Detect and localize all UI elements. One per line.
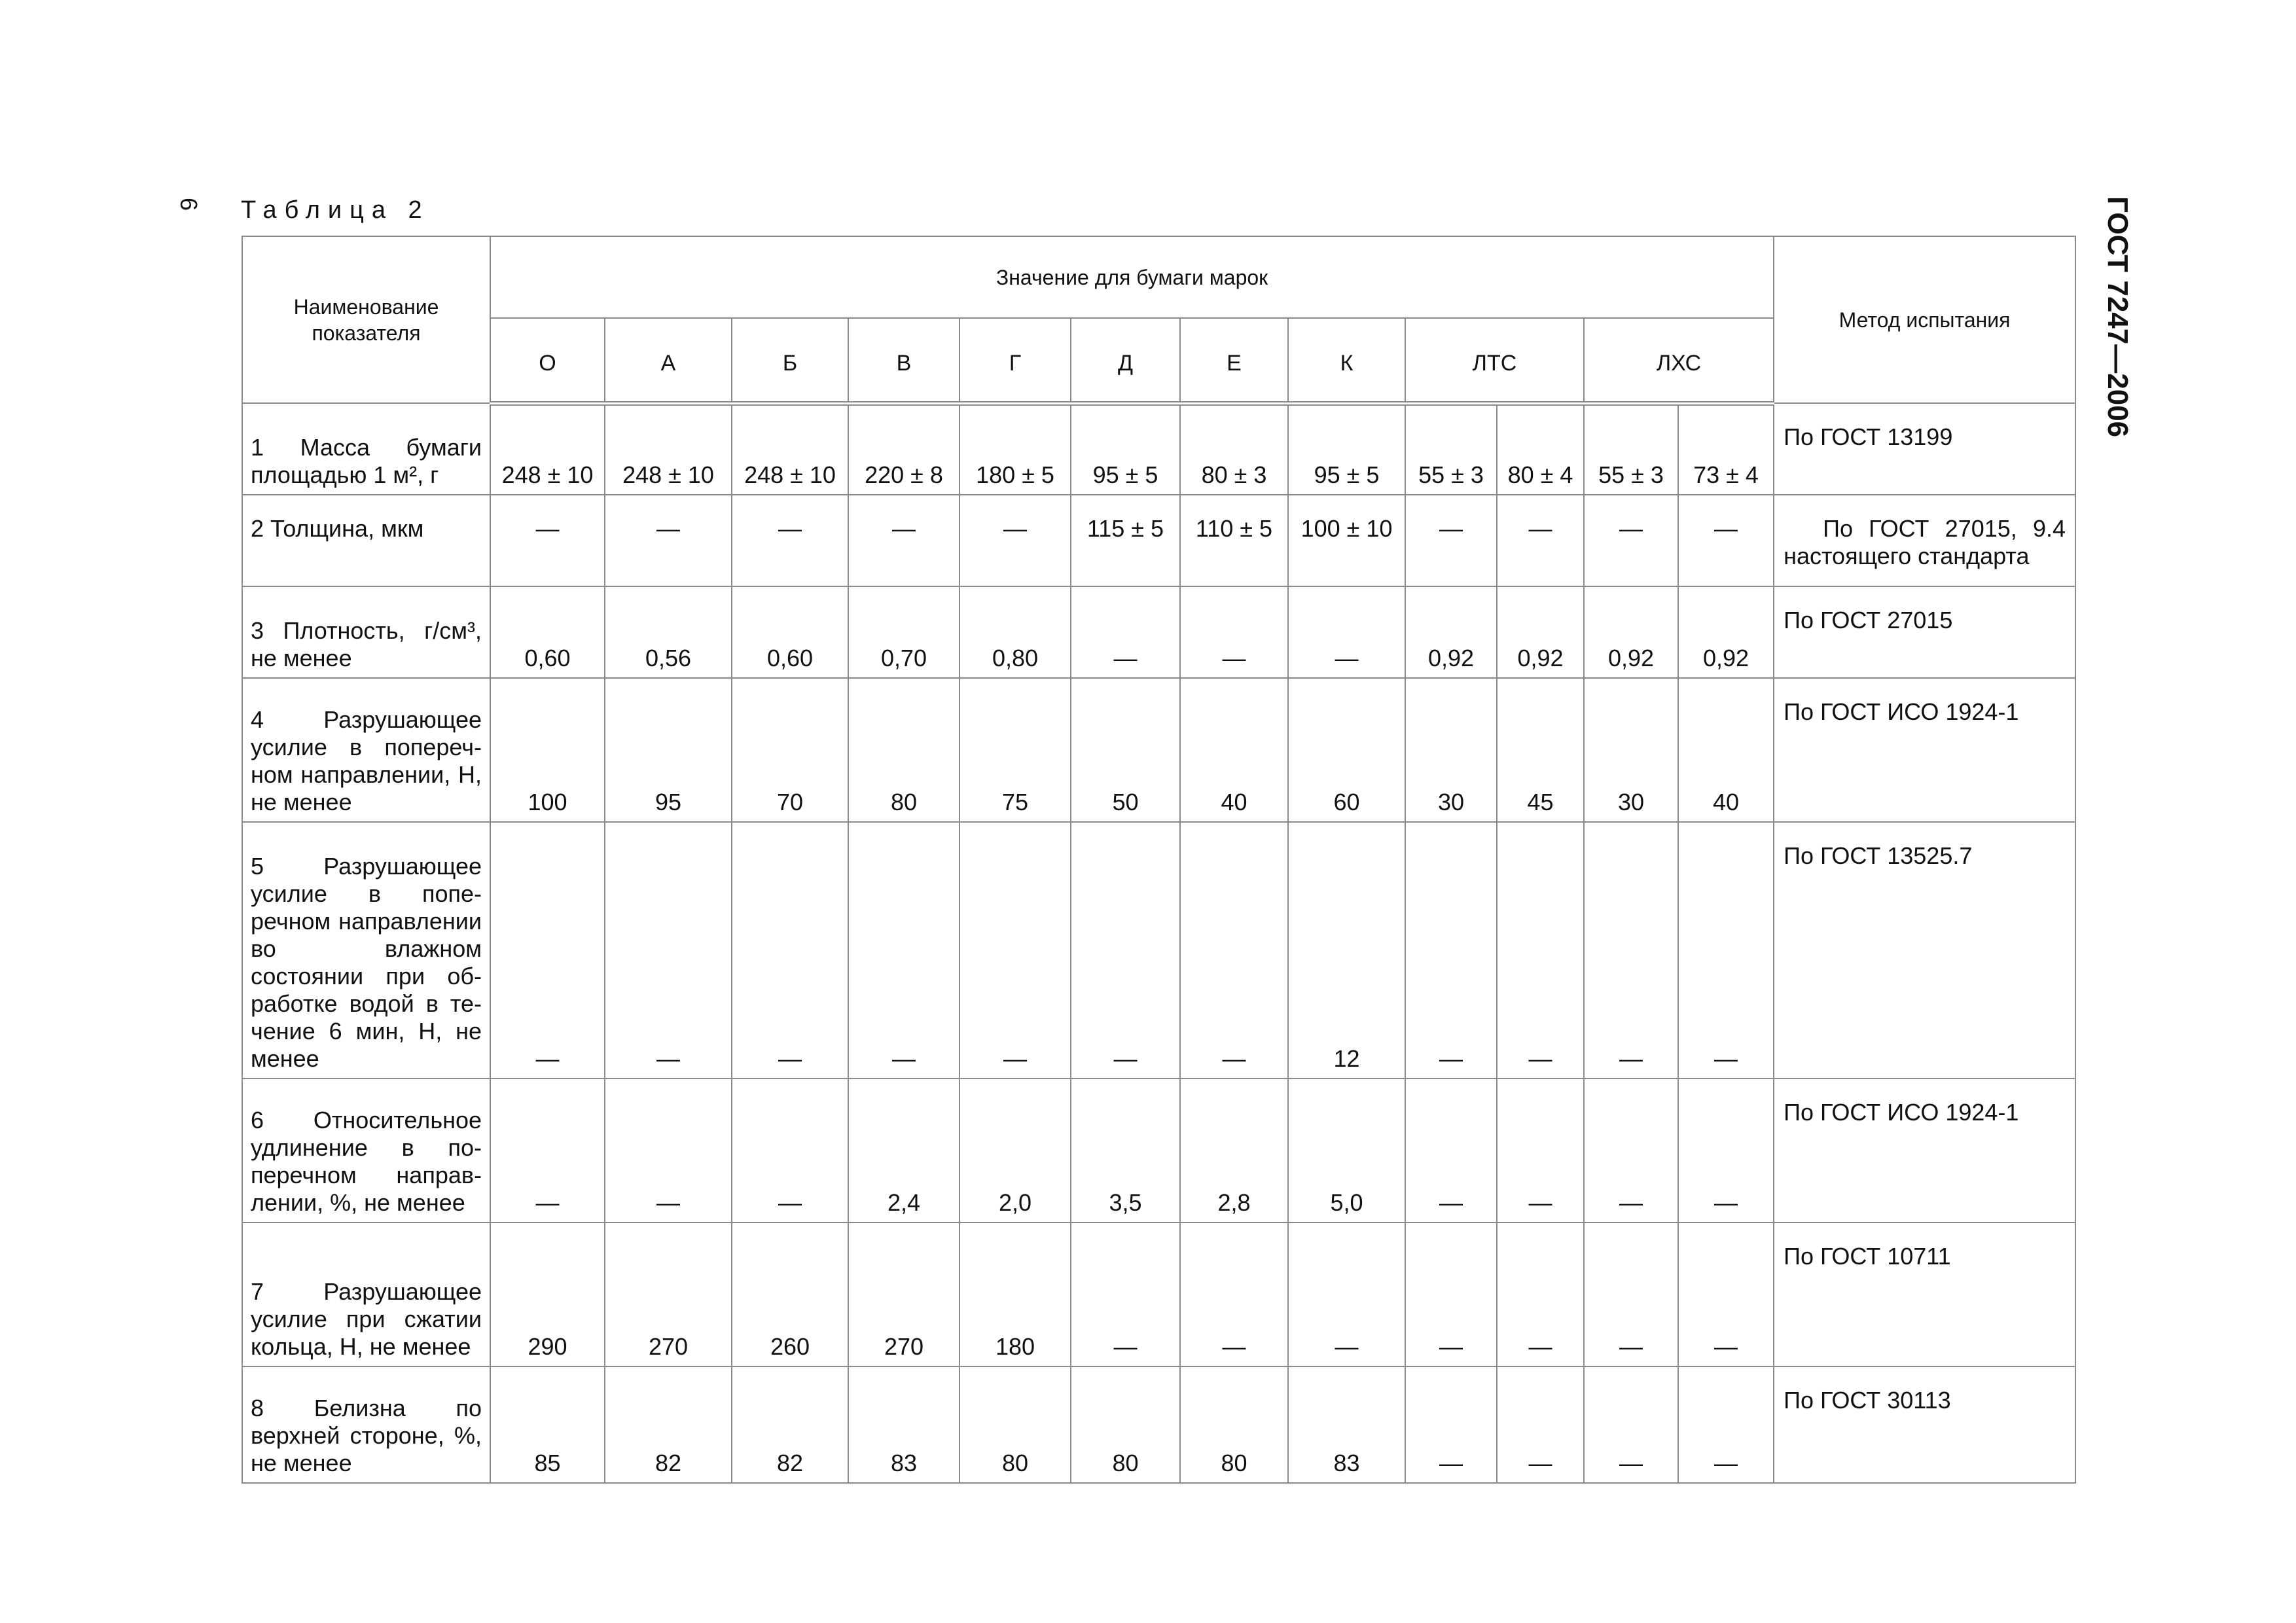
value-cell: — xyxy=(1180,822,1288,1079)
table-row xyxy=(242,495,2075,586)
table-row xyxy=(242,403,2075,495)
row-name: 5 Разрушающее усилие в поперечном направлении во влажном состоянии при обработке водой в течение 6 мин, Н, не менее xyxy=(242,822,490,1079)
value-cell: — xyxy=(490,1079,605,1222)
grade-header: К xyxy=(1288,318,1405,403)
value-cell: 270 xyxy=(848,1222,960,1366)
value-cell: 82 xyxy=(605,1366,732,1483)
value-cell: 70 xyxy=(732,678,848,822)
table-row xyxy=(242,1366,2075,1483)
value-cell: 80 ± 4 xyxy=(1497,403,1584,495)
value-cell: 73 ± 4 xyxy=(1678,403,1774,495)
value-cell: — xyxy=(605,822,732,1079)
value-cell: 0,56 xyxy=(605,586,732,678)
header-name: Наименование показателя xyxy=(242,236,490,403)
value-cell: 220 ± 8 xyxy=(848,403,960,495)
table-row xyxy=(242,586,2075,678)
row-name: 4 Разрушающее усилие в поперечном направлении, Н, не менее xyxy=(242,678,490,822)
value-cell: — xyxy=(960,822,1071,1079)
method-cell: По ГОСТ 13525.7 xyxy=(1774,822,2075,1079)
value-cell: 2,4 xyxy=(848,1079,960,1222)
value-cell: — xyxy=(1405,1079,1497,1222)
value-cell: — xyxy=(1180,586,1288,678)
grade-header: А xyxy=(605,318,732,403)
value-cell: 0,70 xyxy=(848,586,960,678)
row-name: 7 Разрушающее усилие при сжатии кольца, Н, не менее xyxy=(242,1222,490,1366)
value-cell: — xyxy=(732,822,848,1079)
value-cell: 110 ± 5 xyxy=(1180,495,1288,586)
row-name: 6 Относительное удлинение в поперечном направлении, %, не менее xyxy=(242,1079,490,1222)
table-row xyxy=(242,1222,2075,1366)
value-cell: 0,80 xyxy=(960,586,1071,678)
document-code: ГОСТ 7247—2006 xyxy=(2102,196,2134,438)
page-number: 6 xyxy=(175,197,202,211)
header-values-group: Значение для бумаги марок xyxy=(490,236,1774,318)
value-cell: — xyxy=(732,1079,848,1222)
grade-header: Г xyxy=(960,318,1071,403)
table-row xyxy=(242,678,2075,822)
value-cell: — xyxy=(1497,495,1584,586)
grade-header: ЛХС xyxy=(1584,318,1774,403)
method-cell xyxy=(1774,495,2075,586)
method-cell: По ГОСТ 10711 xyxy=(1774,1222,2075,1366)
table-caption: Таблица 2 xyxy=(241,196,430,224)
value-cell: 80 ± 3 xyxy=(1180,403,1288,495)
value-cell: 83 xyxy=(848,1366,960,1483)
value-cell: — xyxy=(1405,822,1497,1079)
value-cell: 260 xyxy=(732,1222,848,1366)
value-cell: 0,92 xyxy=(1405,586,1497,678)
row-name: 3 Плотность, г/см³, не менее xyxy=(242,586,490,678)
value-cell: 100 ± 10 xyxy=(1288,495,1405,586)
method-cell: По ГОСТ 27015 xyxy=(1774,586,2075,678)
grade-header: О xyxy=(490,318,605,403)
value-cell: 3,5 xyxy=(1071,1079,1180,1222)
value-cell: — xyxy=(1584,495,1678,586)
grade-header: Б xyxy=(732,318,848,403)
value-cell: — xyxy=(1584,1366,1678,1483)
value-cell: — xyxy=(1678,495,1774,586)
value-cell: — xyxy=(1497,1079,1584,1222)
method-cell: По ГОСТ ИСО 1924-1 xyxy=(1774,1079,2075,1222)
value-cell: — xyxy=(1180,1222,1288,1366)
table-row xyxy=(242,1079,2075,1222)
method-cell: По ГОСТ 30113 xyxy=(1774,1366,2075,1483)
value-cell: — xyxy=(1678,1079,1774,1222)
value-cell: 60 xyxy=(1288,678,1405,822)
value-cell: — xyxy=(1584,1222,1678,1366)
value-cell: 12 xyxy=(1288,822,1405,1079)
value-cell: — xyxy=(1678,1366,1774,1483)
value-cell: — xyxy=(1405,495,1497,586)
value-cell: 30 xyxy=(1584,678,1678,822)
method-line: настоящего стандарта xyxy=(1784,543,2030,569)
value-cell: 50 xyxy=(1071,678,1180,822)
method-cell: По ГОСТ ИСО 1924-1 xyxy=(1774,678,2075,822)
grade-header: В xyxy=(848,318,960,403)
value-cell: 95 ± 5 xyxy=(1071,403,1180,495)
value-cell: — xyxy=(1071,586,1180,678)
value-cell: — xyxy=(848,822,960,1079)
value-cell: 0,92 xyxy=(1678,586,1774,678)
value-cell: 30 xyxy=(1405,678,1497,822)
value-cell: — xyxy=(1497,822,1584,1079)
grade-header: Д xyxy=(1071,318,1180,403)
value-cell: 180 xyxy=(960,1222,1071,1366)
row-name: 8 Белизна по верхней стороне, %, не менее xyxy=(242,1366,490,1483)
value-cell: 248 ± 10 xyxy=(490,403,605,495)
value-cell: — xyxy=(605,1079,732,1222)
grade-header: Е xyxy=(1180,318,1288,403)
value-cell: 95 xyxy=(605,678,732,822)
value-cell: — xyxy=(848,495,960,586)
value-cell: 80 xyxy=(1071,1366,1180,1483)
value-cell: 55 ± 3 xyxy=(1405,403,1497,495)
row-name: 1 Масса бумаги площадью 1 м², г xyxy=(242,403,490,495)
value-cell: 0,60 xyxy=(732,586,848,678)
value-cell: — xyxy=(1584,822,1678,1079)
value-cell: — xyxy=(1288,1222,1405,1366)
value-cell: 95 ± 5 xyxy=(1288,403,1405,495)
value-cell: — xyxy=(1405,1366,1497,1483)
value-cell: 82 xyxy=(732,1366,848,1483)
value-cell: — xyxy=(1071,822,1180,1079)
value-cell: 80 xyxy=(960,1366,1071,1483)
value-cell: — xyxy=(1288,586,1405,678)
method-line: По ГОСТ 27015, 9.4 xyxy=(1823,515,2066,542)
value-cell: 2,0 xyxy=(960,1079,1071,1222)
value-cell: 0,92 xyxy=(1584,586,1678,678)
value-cell: 115 ± 5 xyxy=(1071,495,1180,586)
properties-table xyxy=(242,236,2076,1484)
value-cell: — xyxy=(490,495,605,586)
value-cell: 0,60 xyxy=(490,586,605,678)
header-method: Метод испытания xyxy=(1774,236,2075,403)
value-cell: 248 ± 10 xyxy=(605,403,732,495)
value-cell: 0,92 xyxy=(1497,586,1584,678)
value-cell: — xyxy=(605,495,732,586)
value-cell: — xyxy=(732,495,848,586)
value-cell: 180 ± 5 xyxy=(960,403,1071,495)
value-cell: — xyxy=(1071,1222,1180,1366)
value-cell: — xyxy=(1497,1222,1584,1366)
value-cell: 83 xyxy=(1288,1366,1405,1483)
method-cell: По ГОСТ 13199 xyxy=(1774,403,2075,495)
grade-header: ЛТС xyxy=(1405,318,1584,403)
table-row xyxy=(242,822,2075,1079)
value-cell: 45 xyxy=(1497,678,1584,822)
value-cell: 100 xyxy=(490,678,605,822)
value-cell: — xyxy=(1497,1366,1584,1483)
value-cell: — xyxy=(490,822,605,1079)
value-cell: 75 xyxy=(960,678,1071,822)
value-cell: 248 ± 10 xyxy=(732,403,848,495)
value-cell: — xyxy=(1405,1222,1497,1366)
value-cell: 55 ± 3 xyxy=(1584,403,1678,495)
value-cell: 2,8 xyxy=(1180,1079,1288,1222)
value-cell: — xyxy=(1584,1079,1678,1222)
value-cell: 85 xyxy=(490,1366,605,1483)
value-cell: 80 xyxy=(848,678,960,822)
value-cell: 40 xyxy=(1678,678,1774,822)
value-cell: 5,0 xyxy=(1288,1079,1405,1222)
value-cell: — xyxy=(1678,1222,1774,1366)
value-cell: 80 xyxy=(1180,1366,1288,1483)
value-cell: 270 xyxy=(605,1222,732,1366)
row-name: 2 Толщина, мкм xyxy=(242,495,490,586)
value-cell: — xyxy=(1678,822,1774,1079)
value-cell: — xyxy=(960,495,1071,586)
value-cell: 40 xyxy=(1180,678,1288,822)
value-cell: 290 xyxy=(490,1222,605,1366)
